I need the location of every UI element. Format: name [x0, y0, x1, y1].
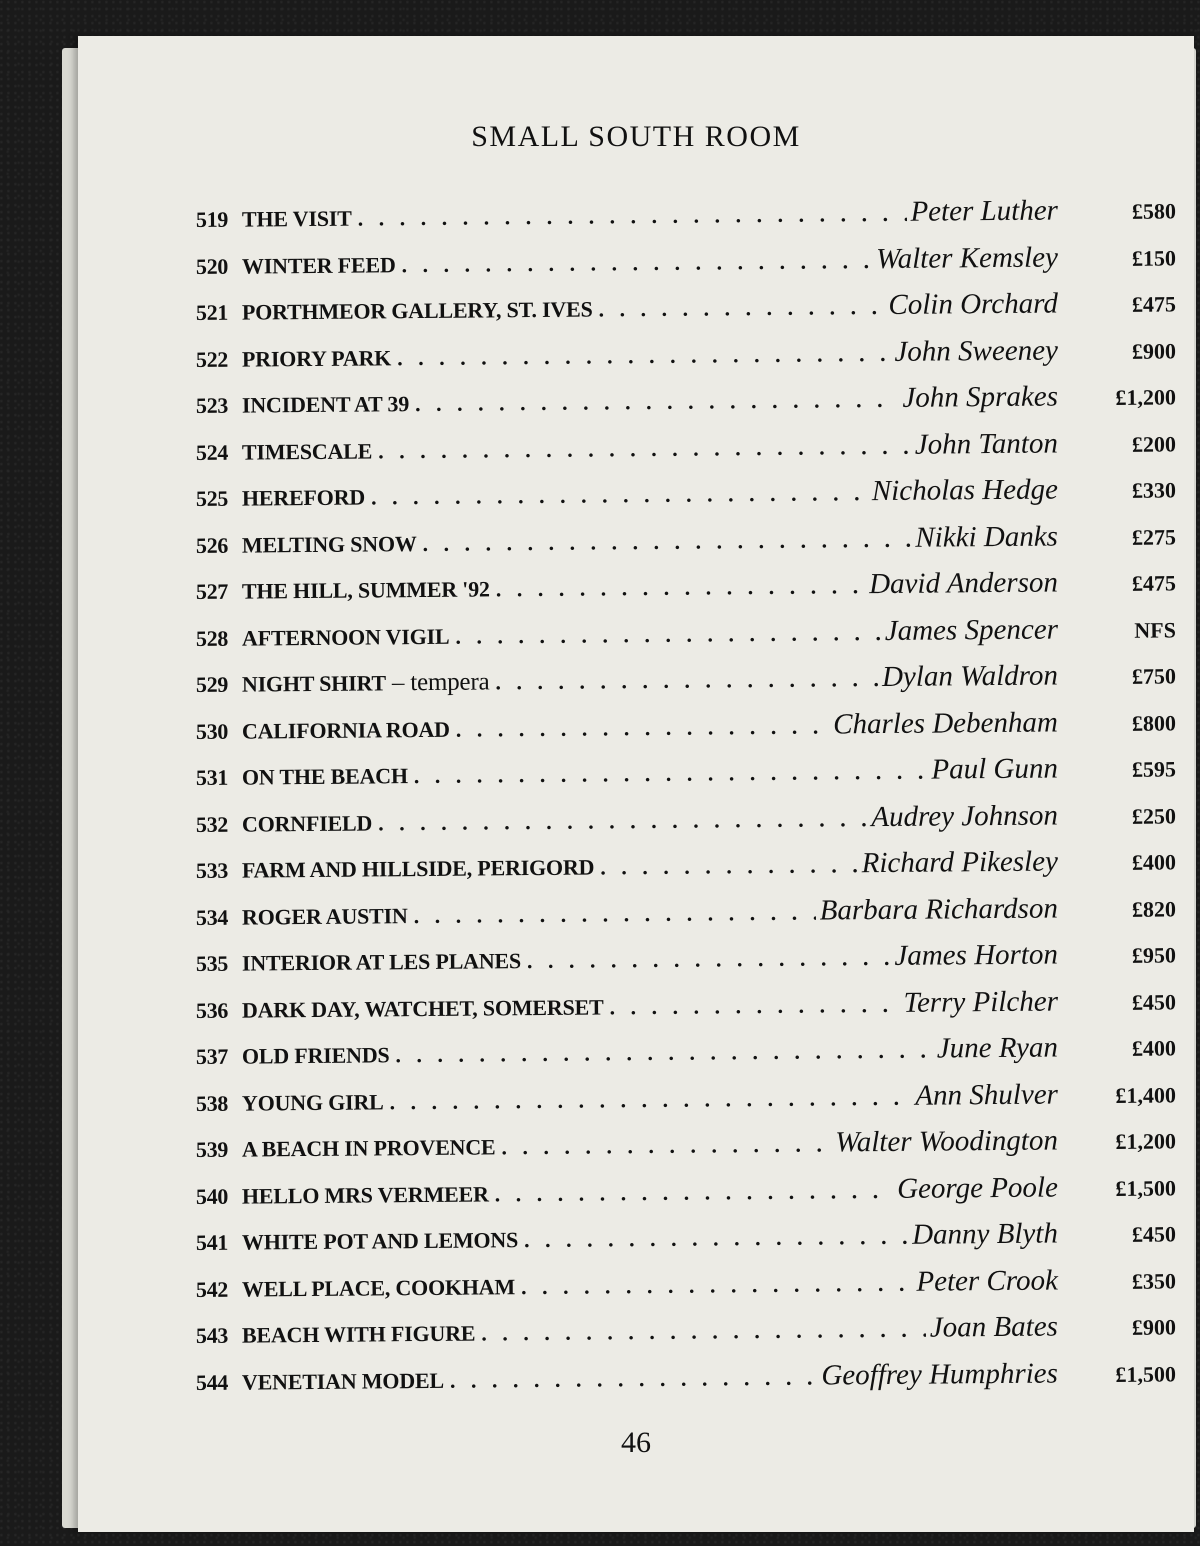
entry-price: £1,200 — [1115, 384, 1177, 410]
entry-title: MELTING SNOW — [241, 530, 417, 558]
entry-artist: John Tanton — [914, 426, 1059, 461]
entry-price: £400 — [1131, 1035, 1177, 1061]
entry-artist: Geoffrey Humphries — [821, 1356, 1059, 1392]
entry-title: VENETIAN MODEL — [241, 1367, 445, 1395]
entry-number: 539 — [195, 1136, 229, 1162]
entry-price: £1,400 — [1115, 1081, 1177, 1108]
catalogue-entry — [196, 565, 1176, 620]
dot-leader — [456, 713, 830, 742]
entry-price: £330 — [1131, 477, 1177, 503]
entry-price: NFS — [1134, 616, 1177, 643]
entry-number: 525 — [195, 485, 229, 511]
page-title: SMALL SOUTH ROOM — [471, 120, 801, 153]
dot-leader — [609, 991, 899, 1020]
entry-price: £400 — [1131, 849, 1177, 875]
entry-price: £820 — [1131, 895, 1177, 922]
entry-artist: June Ryan — [936, 1031, 1059, 1065]
entry-number: 527 — [195, 578, 229, 604]
entry-number: 531 — [195, 764, 229, 790]
entry-title: INCIDENT AT 39 — [241, 391, 410, 418]
entry-artist: James Horton — [894, 938, 1059, 972]
dot-leader — [481, 1317, 926, 1347]
catalogue-entry — [196, 472, 1176, 527]
entry-title: TIMESCALE — [241, 437, 373, 465]
dot-leader — [598, 294, 884, 322]
dot-leader — [415, 387, 899, 417]
entry-artist: Charles Debenham — [833, 705, 1059, 740]
entry-price: £1,500 — [1115, 1174, 1177, 1201]
entry-title: WELL PLACE, COOKHAM — [241, 1273, 516, 1302]
dot-leader — [521, 1270, 913, 1299]
entry-artist: John Sprakes — [902, 380, 1059, 414]
entry-price: £350 — [1131, 1267, 1177, 1294]
entry-artist: Richard Pikesley — [861, 845, 1059, 880]
entry-price: £900 — [1131, 1314, 1177, 1340]
dot-leader — [397, 340, 891, 370]
entry-number: 519 — [195, 206, 229, 232]
entry-medium: – tempera — [385, 668, 490, 697]
catalogue-entry — [196, 1030, 1176, 1085]
entry-number: 524 — [195, 439, 229, 465]
entry-number: 543 — [195, 1322, 229, 1348]
entry-price: £595 — [1131, 756, 1177, 782]
entry-title: AFTERNOON VIGIL — [241, 623, 450, 651]
entry-artist: Nikki Danks — [915, 519, 1059, 554]
dot-leader — [495, 666, 878, 695]
entry-title: ON THE BEACH — [241, 763, 408, 790]
entry-artist: James Spencer — [884, 612, 1059, 647]
entry-artist: Walter Kemsley — [876, 240, 1059, 275]
entry-price: £475 — [1131, 570, 1177, 596]
entry-number: 535 — [195, 950, 229, 976]
entry-title: NIGHT SHIRT – tempera — [241, 668, 490, 697]
catalogue-entry-list — [195, 194, 1177, 1411]
dot-leader — [414, 899, 816, 929]
entry-artist: Nicholas Hedge — [871, 473, 1059, 508]
entry-price: £450 — [1131, 988, 1177, 1015]
entry-title: WINTER FEED — [241, 251, 396, 279]
entry-price: £150 — [1131, 244, 1177, 271]
entry-price: £900 — [1131, 337, 1177, 364]
dot-leader — [395, 1038, 933, 1069]
dot-leader — [389, 1084, 911, 1115]
entry-title: THE VISIT — [241, 205, 352, 232]
dot-leader — [496, 573, 866, 602]
entry-number: 522 — [195, 346, 229, 372]
dot-leader — [358, 201, 907, 232]
dot-leader — [524, 1224, 908, 1253]
entry-title: WHITE POT AND LEMONS — [241, 1227, 519, 1255]
dot-leader — [495, 1177, 894, 1206]
entry-number: 526 — [195, 532, 229, 558]
entry-price: £475 — [1131, 291, 1177, 317]
entry-price: £275 — [1131, 523, 1177, 550]
dot-leader — [378, 806, 867, 836]
dot-leader — [402, 248, 873, 278]
entry-title: PRIORY PARK — [241, 344, 392, 372]
entry-number: 538 — [195, 1090, 229, 1116]
entry-number: 534 — [195, 904, 229, 930]
dot-leader — [501, 1131, 831, 1160]
entry-number: 529 — [195, 671, 229, 697]
entry-title: CALIFORNIA ROAD — [241, 716, 450, 744]
entry-artist: Paul Gunn — [931, 752, 1059, 786]
entry-price: £450 — [1131, 1221, 1177, 1247]
catalogue-entry — [196, 379, 1176, 434]
entry-price: £1,200 — [1115, 1128, 1177, 1154]
catalogue-entry — [196, 193, 1176, 248]
catalogue-entry — [196, 1356, 1176, 1411]
entry-price: £580 — [1131, 198, 1177, 224]
entry-number: 528 — [195, 625, 229, 651]
entry-price: £800 — [1131, 709, 1177, 736]
entry-title: FARM AND HILLSIDE, PERIGORD — [241, 854, 595, 883]
entry-price: £1,500 — [1115, 1360, 1177, 1387]
entry-number: 540 — [195, 1183, 229, 1209]
entry-title: OLD FRIENDS — [241, 1042, 390, 1069]
catalogue-entry — [196, 1123, 1176, 1178]
entry-price: £950 — [1131, 942, 1177, 968]
entry-number: 521 — [195, 299, 229, 325]
entry-artist: Dylan Waldron — [881, 659, 1059, 694]
catalogue-entry — [196, 658, 1176, 713]
entry-artist: Barbara Richardson — [819, 891, 1059, 927]
entry-number: 542 — [195, 1276, 229, 1302]
dot-leader — [455, 620, 881, 650]
entry-number: 541 — [195, 1229, 229, 1255]
catalogue-page — [78, 36, 1194, 1532]
entry-artist: Peter Crook — [916, 1263, 1059, 1298]
entry-number: 536 — [195, 997, 229, 1023]
entry-price: £750 — [1131, 663, 1177, 689]
entry-artist: Peter Luther — [910, 194, 1059, 228]
entry-number: 533 — [195, 857, 229, 883]
entry-title: ROGER AUSTIN — [241, 902, 408, 930]
entry-price: £250 — [1131, 802, 1177, 829]
entry-artist: Ann Shulver — [915, 1077, 1059, 1112]
dot-leader — [378, 433, 911, 464]
catalogue-entry — [196, 286, 1176, 341]
entry-number: 544 — [195, 1369, 229, 1395]
catalogue-entry — [196, 844, 1176, 899]
entry-artist: Terry Pilcher — [903, 984, 1059, 1019]
entry-artist: George Poole — [896, 1170, 1059, 1205]
entry-artist: John Sweeney — [894, 333, 1059, 368]
dot-leader — [600, 852, 858, 880]
entry-number: 537 — [195, 1043, 229, 1069]
entry-artist: Danny Blyth — [912, 1217, 1059, 1251]
entry-number: 520 — [195, 253, 229, 279]
entry-title: DARK DAY, WATCHET, SOMERSET — [241, 993, 604, 1023]
entry-title: YOUNG GIRL — [241, 1088, 384, 1116]
entry-artist: Walter Woodington — [835, 1124, 1059, 1159]
entry-artist: Joan Bates — [929, 1310, 1059, 1344]
entry-title: HEREFORD — [241, 484, 366, 511]
entry-title: PORTHMEOR GALLERY, ST. IVES — [241, 296, 593, 325]
entry-title: CORNFIELD — [241, 809, 373, 837]
dot-leader — [450, 1364, 818, 1393]
dot-leader — [423, 526, 912, 556]
catalogue-entry — [196, 1309, 1176, 1364]
entry-title: INTERIOR AT LES PLANES — [241, 948, 522, 976]
entry-artist: David Anderson — [869, 566, 1059, 601]
catalogue-entry — [196, 937, 1176, 992]
entry-title: BEACH WITH FIGURE — [241, 1320, 476, 1348]
catalogue-entry — [196, 751, 1176, 806]
entry-number: 530 — [195, 718, 229, 744]
dot-leader — [371, 480, 868, 510]
entry-number: 523 — [195, 392, 229, 418]
dot-leader — [414, 759, 928, 789]
entry-number: 532 — [195, 811, 229, 837]
page-number: 46 — [621, 1426, 651, 1459]
catalogue-entry — [196, 1216, 1176, 1271]
entry-price: £200 — [1131, 430, 1177, 457]
entry-artist: Audrey Johnson — [871, 798, 1059, 833]
entry-title: HELLO MRS VERMEER — [241, 1180, 489, 1209]
entry-artist: Colin Orchard — [888, 287, 1059, 321]
entry-title: A BEACH IN PROVENCE — [241, 1134, 496, 1162]
entry-title: THE HILL, SUMMER '92 — [241, 576, 490, 604]
dot-leader — [527, 945, 891, 974]
